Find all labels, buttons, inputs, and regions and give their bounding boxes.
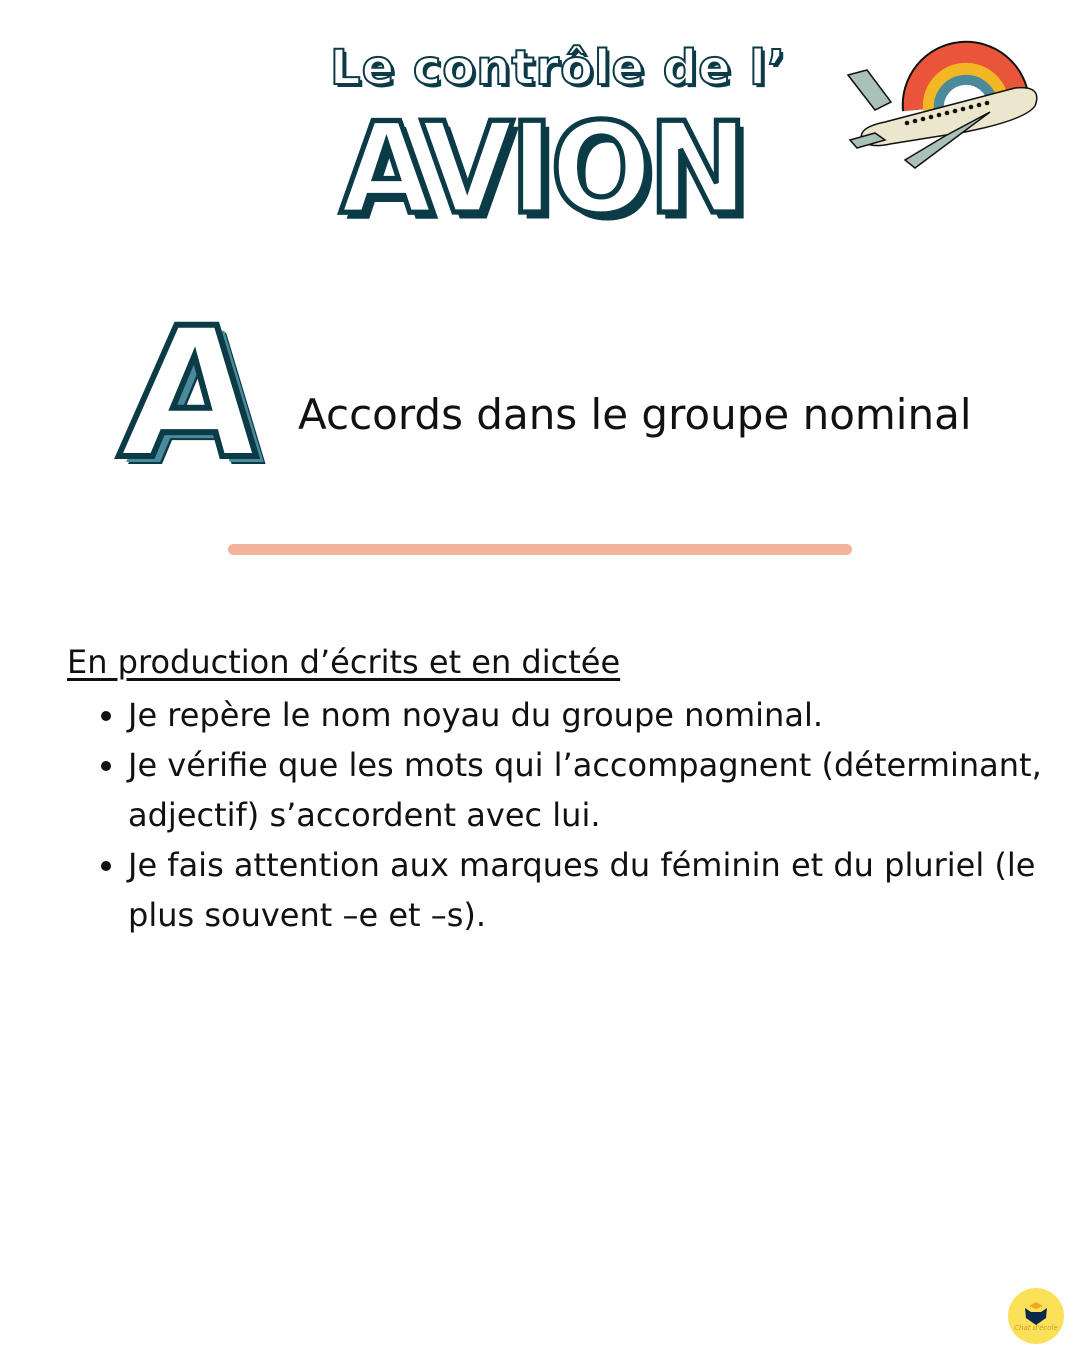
content-heading: En production d’écrits et en dictée [67, 643, 621, 681]
list-item: • Je vérifie que les mots qui l’accompagnent (déterminant, adjectif) s’accordent avec lui. [128, 740, 1080, 840]
logo-text: Chat d'école [1014, 1324, 1058, 1332]
airplane-rainbow-icon [845, 40, 1045, 175]
divider-brush-stroke [228, 544, 852, 555]
logo [1008, 1288, 1064, 1344]
title-subtitle: Le contrôle de l’ [330, 40, 787, 96]
list-item: • Je repère le nom noyau du groupe nominal. [128, 690, 1080, 740]
title-main: AVION [340, 96, 745, 243]
cat-graduate-icon [1021, 1300, 1051, 1326]
list-item: • Je fais attention aux marques du féminin et du pluriel (le plus souvent –e et –s). [128, 840, 1080, 940]
section-title: Accords dans le groupe nominal [298, 390, 972, 439]
section-letter: A [114, 290, 269, 499]
bullet-list [80, 690, 1080, 940]
